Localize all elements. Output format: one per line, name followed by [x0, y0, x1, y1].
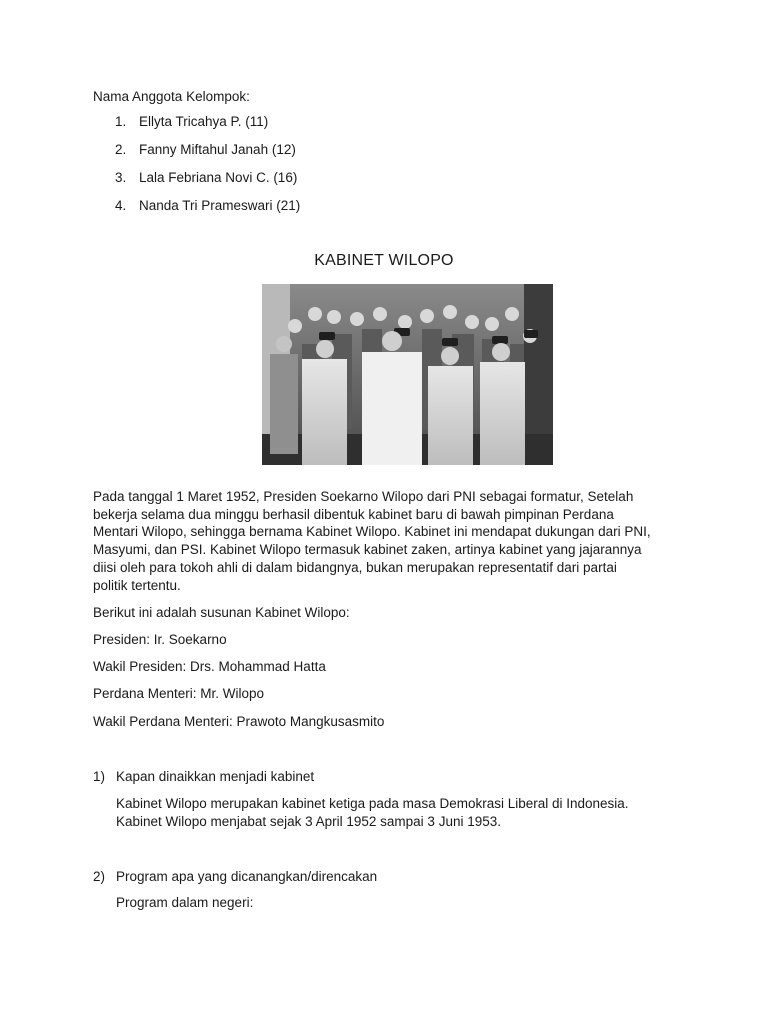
section-body: [116, 795, 696, 830]
section-line: Kabinet Wilopo merupakan kabinet ketiga pada masa Demokrasi Liberal di Indonesia.: [116, 796, 629, 811]
section-heading: Program apa yang dicanangkan/direncakan: [116, 869, 378, 884]
list-number: 4.: [115, 198, 127, 213]
intro-paragraph: [93, 488, 693, 594]
list-number: 1.: [115, 114, 127, 129]
section-number: 1): [93, 769, 106, 784]
prime-minister-line: Perdana Menteri: Mr. Wilopo: [93, 686, 265, 701]
historical-group-photo: [262, 284, 553, 465]
section-line: Program dalam negeri:: [116, 895, 254, 910]
intro-line: Pada tanggal 1 Maret 1952, Presiden Soekarno Wilopo dari PNI sebagai formatur, Setelah: [93, 489, 634, 504]
intro-line: diisi oleh para tokoh ahli di dalam bidangnya, bukan merupakan representatif dari partai: [93, 559, 617, 575]
vice-president-line: Wakil Presiden: Drs. Mohammad Hatta: [93, 659, 326, 674]
member-name: Lala Febriana Novi C. (16): [139, 170, 298, 185]
list-number: 3.: [115, 170, 127, 185]
intro-line: Mentari Wilopo, sehingga bernama Kabinet Wilopo. Kabinet ini mendapat dukungan dari PNI,: [93, 524, 651, 540]
deputy-pm-line: Wakil Perdana Menteri: Prawoto Mangkusasmito: [93, 714, 385, 729]
president-line: Presiden: Ir. Soekarno: [93, 632, 227, 647]
page-title: KABINET WILOPO: [314, 252, 454, 269]
member-name: Ellyta Tricahya P. (11): [139, 114, 269, 129]
intro-line: politik tertentu.: [93, 577, 181, 593]
section-number: 2): [93, 869, 106, 884]
member-name: Nanda Tri Prameswari (21): [139, 198, 301, 213]
intro-line: Masyumi, dan PSI. Kabinet Wilopo termasuk kabinet zaken, artinya kabinet yang jajarannya: [93, 542, 642, 558]
list-number: 2.: [115, 142, 127, 157]
composition-lead: Berikut ini adalah susunan Kabinet Wilopo:: [93, 605, 350, 620]
section-body: [116, 894, 696, 912]
members-label: Nama Anggota Kelompok:: [93, 89, 250, 104]
intro-line: bekerja selama dua minggu berhasil dibentuk kabinet baru di bawah pimpinan Perdana: [93, 506, 614, 522]
section-heading: Kapan dinaikkan menjadi kabinet: [116, 769, 315, 784]
section-line: Kabinet Wilopo menjabat sejak 3 April 1952 sampai 3 Juni 1953.: [116, 813, 501, 829]
member-name: Fanny Miftahul Janah (12): [139, 142, 296, 157]
